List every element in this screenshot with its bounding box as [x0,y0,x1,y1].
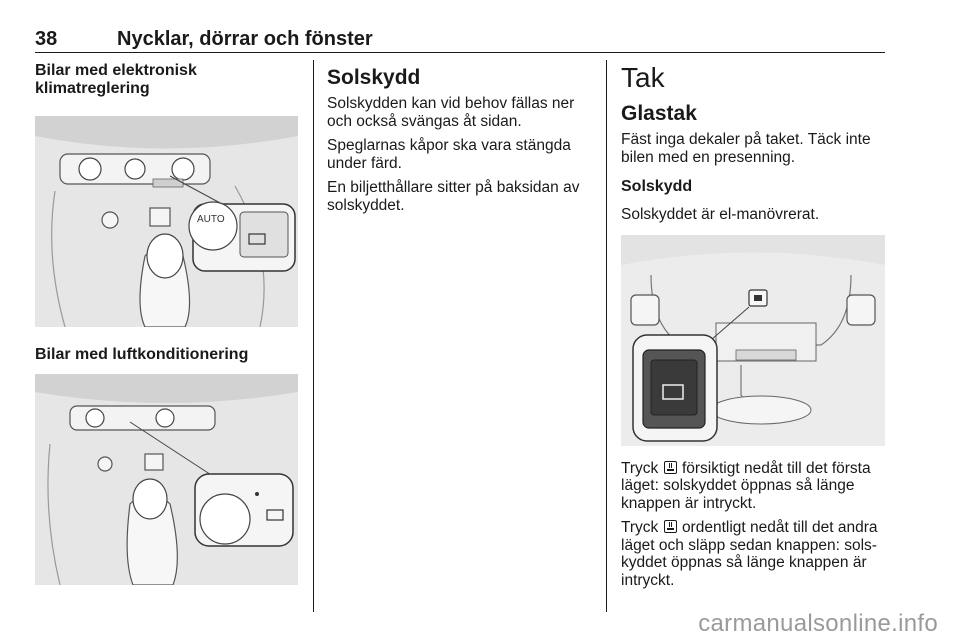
paragraph-press-firmly [621,519,886,589]
section-title-solskydd: Solskydd [327,66,421,89]
column-divider-1 [313,60,314,612]
right-column [621,62,886,589]
ac-panel-illustration [35,374,298,585]
chapter-title: Nycklar, dörrar och fönster [117,28,373,50]
paragraph-2: Speglarnas kåpor ska vara stängda under färd. [327,137,571,172]
paragraph-3: En biljetthållare sitter på baksidan av solskyddet. [327,179,580,214]
figure-air-conditioning [35,374,298,585]
paragraph-glastak: Fäst inga dekaler på taket. Täck inte bilen med en presenning. [621,131,871,166]
header-rule [35,52,885,53]
paragraph-1: Solskydden kan vid behov fällas ner och också svängas åt sidan. [327,95,575,130]
auto-label: AUTO [197,214,225,225]
sunshade-switch-icon [664,520,677,533]
paragraph-press-gently [621,460,886,513]
press-label-1: Tryck [621,459,659,477]
paragraph-electric: Solskyddet är el-manövrerat. [621,206,820,223]
heading-air-conditioning: Bilar med luftkonditionering [35,346,249,363]
left-column [35,62,300,585]
press-label-2: Tryck [621,519,659,536]
roof-console-illustration [621,235,885,446]
page-number: 38 [35,28,58,50]
subsection-title-glastak: Glastak [621,102,697,125]
page-header [35,28,885,52]
heading-solskydd: Solskydd [621,178,693,195]
climate-panel-illustration [35,116,298,327]
press-firmly-text: ordentligt nedåt till det andra läget och släpp sedan knappen: sols-kyddet öppnas så länge knappen är intryckt. [621,519,878,589]
middle-column [327,62,592,214]
column-divider-2 [606,60,607,612]
figure-roof-console [621,235,885,446]
figure-electronic-climate [35,116,298,327]
sunshade-switch-icon [664,461,677,474]
watermark: carmanualsonline.info [698,610,938,637]
press-gently-text: försiktigt nedåt till det första läget: solskyddet öppnas så länge knappen är intryckt. [621,459,871,512]
heading-electronic-climate: Bilar med elektronisk klimatreglering [35,62,197,97]
section-title-tak: Tak [621,62,665,93]
